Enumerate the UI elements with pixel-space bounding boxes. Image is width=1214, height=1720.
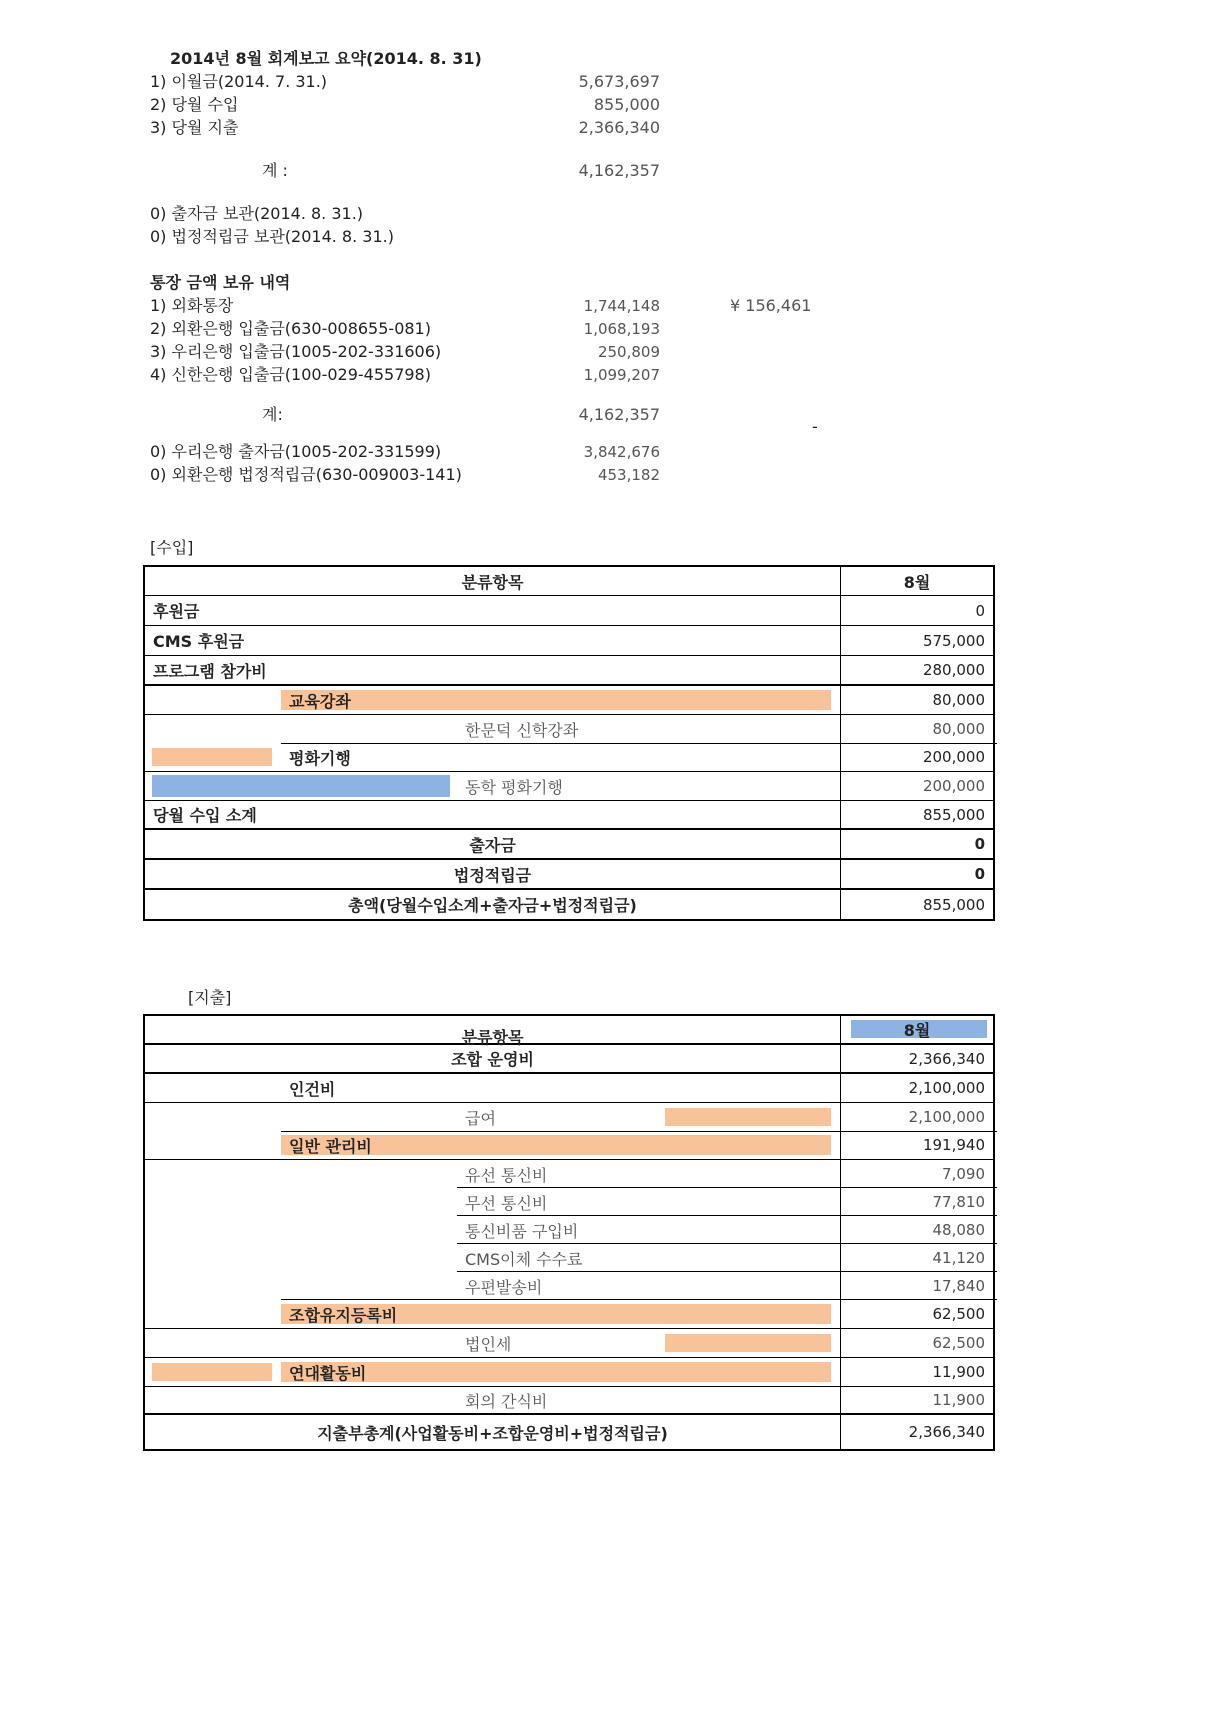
income-header-category: 분류항목 [461,572,524,592]
income-value-donation: 0 [975,601,985,620]
income-label-peace-sub: 동학 평화기행 [465,777,563,797]
account-label-4: 4) 신한은행 입출금(100-029-455798) [150,365,431,384]
expense-table [143,1014,995,1451]
income-table [143,565,995,921]
expense-section-label: [지출] [188,988,232,1007]
expense-row-total [145,1415,993,1449]
highlight-bar [665,1334,831,1352]
summary-label-carryover: 1) 이월금(2014. 7. 31.) [150,72,328,91]
accounts-title: 통장 금액 보유 내역 [150,273,291,292]
income-value-program: 280,000 [922,661,985,679]
expense-label-meeting: 회의 간식비 [465,1391,548,1411]
highlight-bar [281,690,831,710]
expense-label-labor: 인건비 [289,1079,336,1099]
account-value-3: 250,809 [597,343,660,361]
income-row-edu-sub [145,715,993,743]
expense-value-wired: 7,090 [942,1165,985,1183]
income-label-donation: 후원금 [153,602,200,621]
expense-value-labor: 2,100,000 [908,1079,985,1097]
expense-value-meeting: 11,900 [932,1391,985,1409]
expense-row-admin [145,1131,993,1160]
income-row-peace-sub [145,772,993,801]
income-label-reserve: 법정적립금 [453,865,532,885]
account-reserve-value-1: 3,842,676 [583,443,660,461]
income-value-reserve: 0 [974,865,985,883]
income-value-edu-sub: 80,000 [932,720,985,738]
expense-label-admin: 일반 관리비 [289,1136,372,1156]
expense-header-month: 8월 [903,1021,931,1040]
account-label-3: 3) 우리은행 입출금(1005-202-331606) [150,342,442,361]
account-reserve-label-2: 0) 외환은행 법정적립금(630-009003-141) [150,465,462,484]
income-row-subtotal [145,801,993,830]
expense-value-wireless: 77,810 [932,1193,985,1211]
income-row-cms [145,626,993,656]
expense-row-ops [145,1045,993,1074]
income-row-program [145,656,993,686]
summary-value-carryover: 5,673,697 [578,72,660,91]
account-label-1: 1) 외화통장 [150,296,234,315]
expense-label-cms-fee: CMS이체 수수료 [465,1249,583,1269]
expense-row-cms-fee [145,1244,993,1272]
expense-value-telecom-goods: 48,080 [932,1221,985,1239]
income-value-total: 855,000 [922,895,985,914]
reserve-line-investment: 0) 출자금 보관(2014. 8. 31.) [150,204,364,223]
income-row-donation [145,596,993,626]
summary-value-expense: 2,366,340 [578,118,660,137]
summary-value-income: 855,000 [593,95,660,114]
expense-value-admin: 191,940 [922,1136,985,1154]
accounts-total-label: 계: [262,405,283,424]
expense-row-labor [145,1074,993,1103]
income-value-investment: 0 [974,835,985,853]
expense-row-corp-tax [145,1329,993,1358]
income-header-month: 8월 [903,572,931,592]
account-reserve-value-2: 453,182 [597,466,660,484]
income-row-reserve [145,860,993,890]
income-label-total: 총액(당월수입소계+출자금+법정적립금) [348,896,637,915]
expense-label-corp-tax: 법인세 [465,1334,512,1354]
income-label-cms: CMS 후원금 [153,632,245,651]
income-value-edu: 80,000 [932,691,985,709]
expense-row-wired [145,1160,993,1188]
summary-label-income: 2) 당월 수입 [150,95,239,114]
expense-label-telecom-goods: 통신비품 구입비 [465,1221,579,1241]
income-label-investment: 출자금 [469,835,516,855]
income-label-edu-sub: 한문덕 신학강좌 [465,720,579,740]
account-reserve-label-1: 0) 우리은행 출자금(1005-202-331599) [150,442,442,461]
expense-label-total: 지출부총계(사업활동비+조합운영비+법정적립금) [317,1423,668,1443]
accounts-dash: - [812,417,818,436]
income-label-program: 프로그램 참가비 [153,661,267,681]
expense-row-registration [145,1300,993,1329]
income-value-cms: 575,000 [922,631,985,650]
expense-label-ops: 조합 운영비 [451,1050,534,1069]
expense-row-salary [145,1103,993,1131]
expense-value-ops: 2,366,340 [908,1049,985,1068]
expense-value-registration: 62,500 [932,1305,985,1323]
income-value-peace-sub: 200,000 [922,777,985,795]
highlight-bar [152,748,272,766]
income-value-subtotal: 855,000 [922,805,985,824]
income-label-subtotal: 당월 수입 소계 [153,806,257,825]
expense-row-postage [145,1272,993,1300]
summary-label-expense: 3) 당월 지출 [150,118,239,137]
income-value-peace: 200,000 [922,748,985,766]
highlight-bar-blue [152,775,450,797]
income-label-peace: 평화기행 [289,748,351,768]
expense-header-category: 분류항목 [461,1028,524,1047]
expense-value-salary: 2,100,000 [908,1108,985,1126]
expense-value-cms-fee: 41,120 [932,1249,985,1267]
income-row-edu [145,686,993,715]
account-label-2: 2) 외환은행 입출금(630-008655-081) [150,319,431,338]
expense-row-wireless [145,1188,993,1216]
expense-value-postage: 17,840 [932,1277,985,1295]
income-label-edu: 교육강좌 [289,691,351,711]
account-value-1: 1,744,148 [583,297,660,315]
expense-label-postage: 우편발송비 [465,1277,543,1297]
account-extra-yen: ¥ 156,461 [730,296,812,315]
expense-header-row [145,1016,993,1045]
expense-row-telecom-goods [145,1216,993,1244]
expense-value-total: 2,366,340 [908,1423,985,1441]
expense-value-solidarity: 11,900 [932,1363,985,1381]
expense-label-wired: 유선 통신비 [465,1165,548,1185]
expense-label-solidarity: 연대활동비 [289,1363,367,1383]
expense-label-wireless: 무선 통신비 [465,1193,548,1213]
income-row-total [145,890,993,919]
income-section-label: [수입] [150,538,194,557]
account-value-4: 1,099,207 [583,366,660,384]
income-row-peace [145,743,993,772]
highlight-bar [152,1363,272,1381]
summary-total-value: 4,162,357 [578,161,660,180]
expense-row-meeting [145,1387,993,1415]
reserve-line-legal: 0) 법정적립금 보관(2014. 8. 31.) [150,227,394,246]
expense-row-solidarity [145,1358,993,1387]
expense-label-registration: 조합유지등록비 [289,1305,398,1325]
expense-value-corp-tax: 62,500 [932,1334,985,1352]
highlight-bar [665,1108,831,1126]
expense-label-salary: 급여 [465,1108,496,1128]
report-title: 2014년 8월 회계보고 요약(2014. 8. 31) [170,49,482,68]
income-header-row [145,567,993,596]
summary-total-label: 계 : [262,161,288,180]
accounts-total-value: 4,162,357 [578,405,660,424]
account-value-2: 1,068,193 [583,320,660,338]
income-row-investment [145,830,993,860]
